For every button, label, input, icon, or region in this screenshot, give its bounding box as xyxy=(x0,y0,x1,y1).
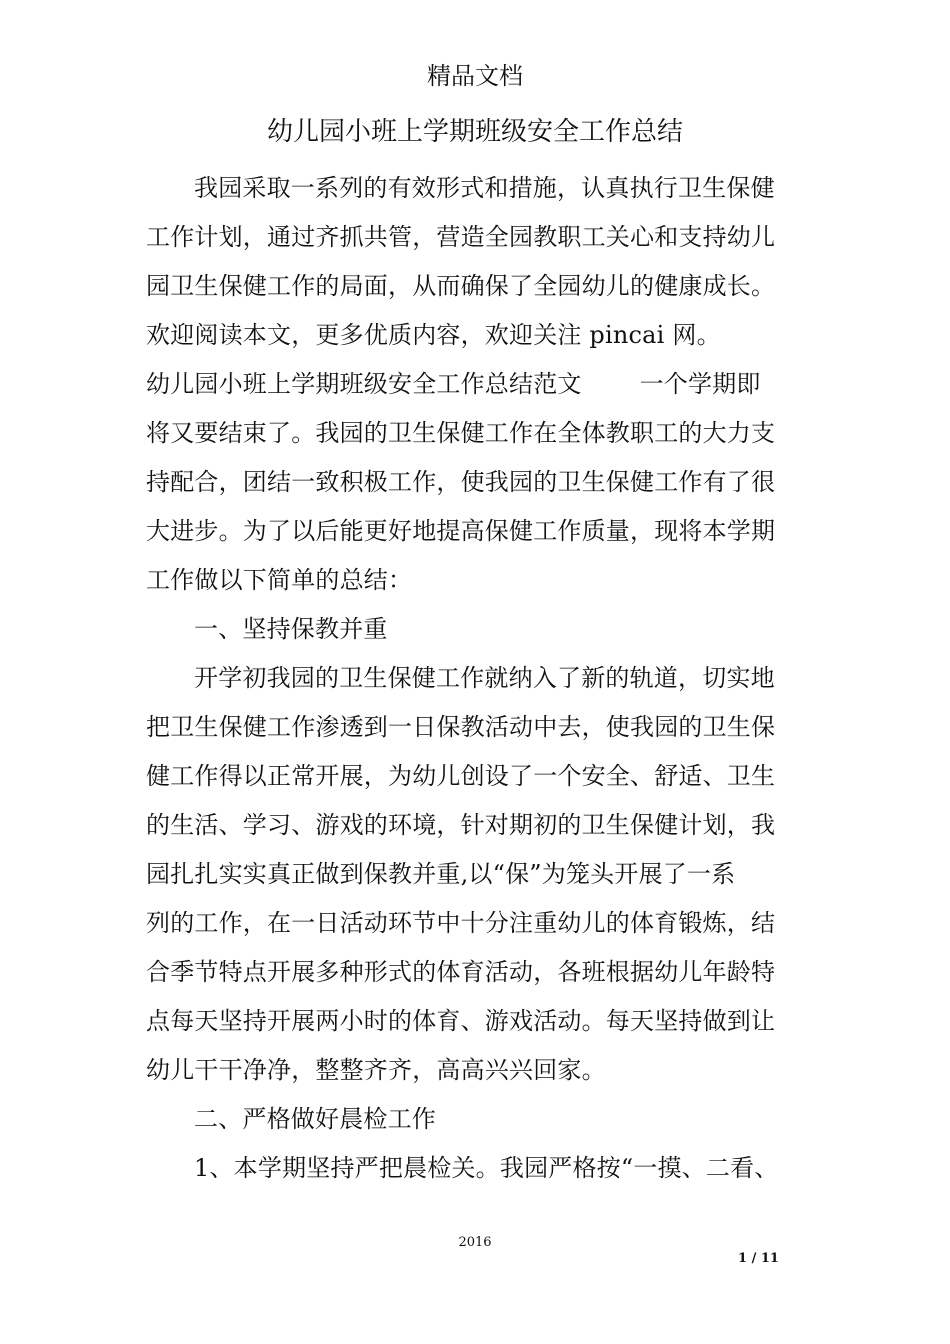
footer-year: 2016 xyxy=(458,1235,492,1250)
paragraph-line: 把卫生保健工作渗透到一日保教活动中去，使我园的卫生保 xyxy=(146,713,776,741)
paragraph-line: 幼儿干干净净，整整齐齐，高高兴兴回家。 xyxy=(146,1056,606,1084)
paragraph-line: 健工作得以正常开展，为幼儿创设了一个安全、舒适、卫生 xyxy=(146,762,776,790)
paragraph-line: 开学初我园的卫生保健工作就纳入了新的轨道，切实地 xyxy=(194,664,775,692)
document-title: 幼儿园小班上学期班级安全工作总结 xyxy=(266,117,683,147)
paragraph-line: 我园采取一系列的有效形式和措施，认真执行卫生保健 xyxy=(194,174,775,202)
page-number: 1 / 11 xyxy=(738,1251,779,1266)
paragraph-line: 园卫生保健工作的局面，从而确保了全园幼儿的健康成长。 xyxy=(146,272,776,300)
paragraph-line: 的生活、学习、游戏的环境，针对期初的卫生保健计划，我 xyxy=(146,811,776,839)
paragraph-start-text: 一个学期即 xyxy=(639,370,761,398)
paragraph-line: 欢迎阅读本文，更多优质内容，欢迎关注 pincai 网。 xyxy=(146,321,721,349)
paragraph-line: 点每天坚持开展两小时的体育、游戏活动。每天坚持做到让 xyxy=(146,1007,776,1035)
paragraph-line: 持配合，团结一致积极工作，使我园的卫生保健工作有了很 xyxy=(146,468,776,496)
paragraph-line: 列的工作，在一日活动环节中十分注重幼儿的体育锻炼，结 xyxy=(146,909,776,937)
section-heading: 一、坚持保教并重 xyxy=(194,615,388,643)
paragraph-line: 园扎扎实实真正做到保教并重,以“保”为笼头开展了一系 xyxy=(146,860,736,888)
paragraph-line: 工作做以下简单的总结： xyxy=(146,566,413,594)
paragraph-line: 将又要结束了。我园的卫生保健工作在全体教职工的大力支 xyxy=(146,419,776,447)
paragraph-line: 1、本学期坚持严把晨检关。我园严格按“一摸、二看、 xyxy=(194,1154,779,1182)
paragraph-line: 工作计划，通过齐抓共管，营造全园教职工关心和支持幼儿 xyxy=(146,223,776,251)
document-body xyxy=(146,164,822,1193)
paragraph-line xyxy=(146,360,822,409)
paragraph-line: 合季节特点开展多种形式的体育活动，各班根据幼儿年龄特 xyxy=(146,958,776,986)
section-heading: 二、严格做好晨检工作 xyxy=(194,1105,436,1133)
subtitle-text: 幼儿园小班上学期班级安全工作总结范文 xyxy=(146,370,582,398)
paragraph-line: 大进步。为了以后能更好地提高保健工作质量，现将本学期 xyxy=(146,517,776,545)
page-header: 精品文档 xyxy=(427,62,523,90)
